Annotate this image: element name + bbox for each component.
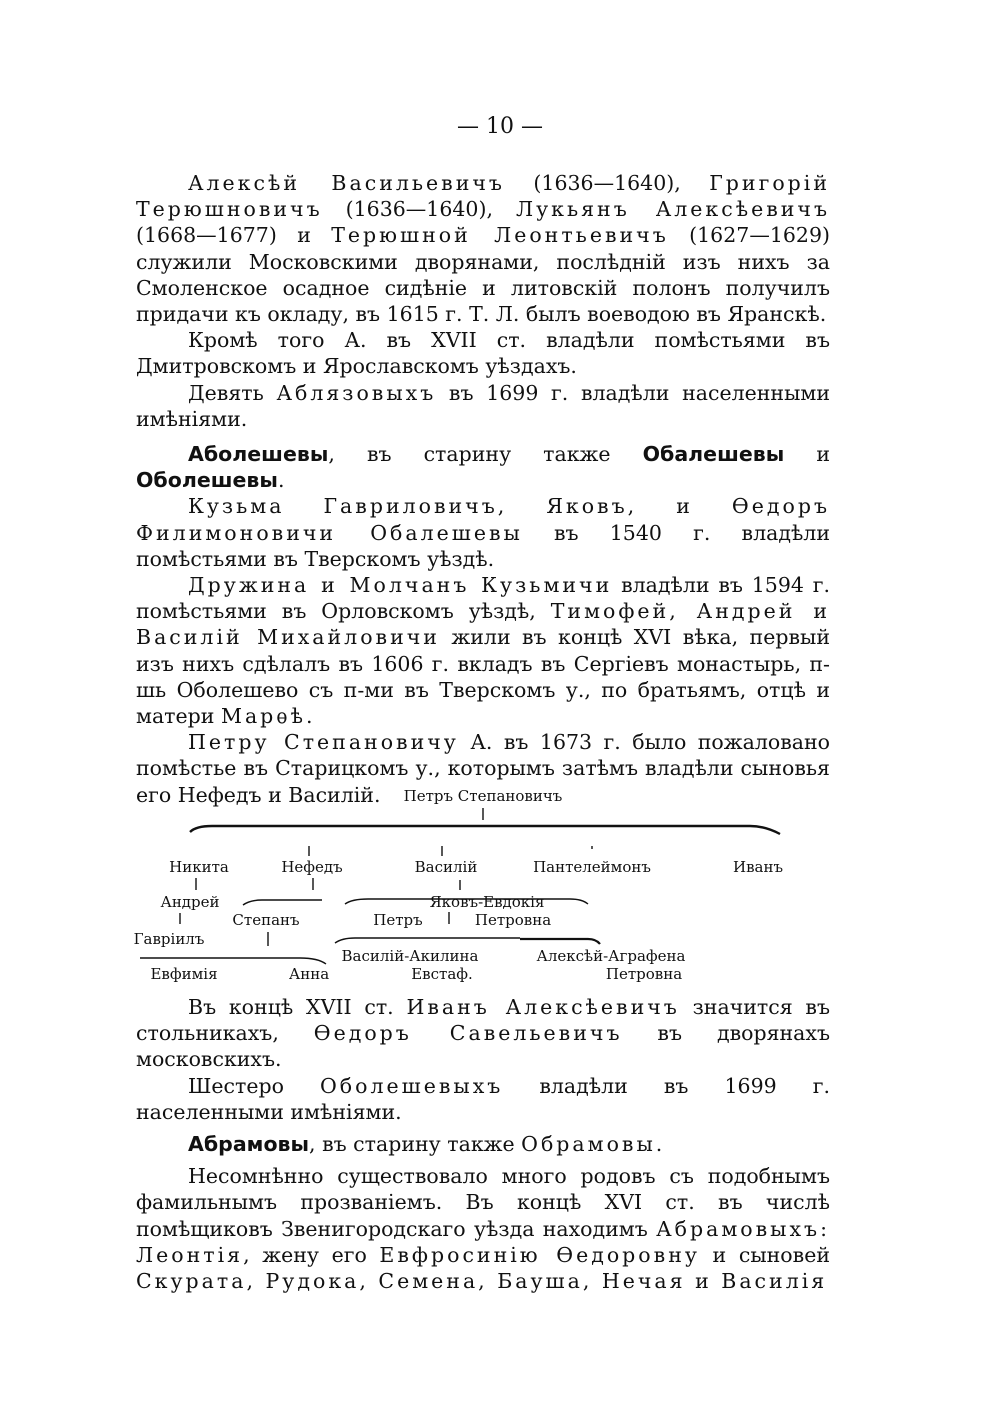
text-run: (1627—1629) служили Московскими дворянами, послѣдній изъ нихъ за Смоленское осадное сидѣніе и литовскій полонъ получилъ придачи къ окладу, въ 1615 г. Т. Л. былъ воеводою въ Яранскѣ. [136, 223, 830, 327]
tree-son-panteleimon: Пантелеймонъ [533, 858, 651, 876]
paragraph [136, 170, 830, 327]
tree-petrovna: Петровна [474, 911, 552, 929]
text-run: Въ концѣ XVII ст. [188, 995, 407, 1019]
bold-name: Оболешевы [136, 468, 278, 493]
tree-aleksei-agrafena: Алексѣй-Аграфена [536, 947, 686, 965]
paragraph: Кромѣ того А. въ XVII ст. владѣли помѣстьями въ Дмитровскомъ и Ярославскомъ уѣздахъ. [136, 328, 830, 379]
spaced-name: Евфросинію Ѳедоровну [379, 1242, 700, 1267]
section-heading [136, 441, 830, 493]
text-run: въ 1699 г. владѣли населенными имѣніями. [136, 380, 830, 431]
text-run: (1668—1677) и [136, 223, 332, 248]
tree-son-nefed: Нефедъ [281, 858, 343, 876]
tree-vasily-akilina: Василій-Акилина [341, 947, 479, 965]
spaced-name: Оболешевыхъ [320, 1073, 504, 1098]
paragraph [136, 493, 830, 572]
text-run: . [305, 704, 313, 729]
spaced-name: Обрамовы [521, 1132, 656, 1157]
tree-connectors [140, 808, 780, 964]
spaced-name: Тимофей, Андрей и Василій Михайловичи [136, 599, 830, 650]
bold-name: Абрамовы [188, 1132, 310, 1157]
text-run: , въ старину также [309, 1132, 522, 1157]
paragraph [136, 572, 830, 729]
tree-yakov-evdokia: Яковъ-Евдокія [429, 893, 545, 911]
text-run: Шестеро [188, 1073, 320, 1098]
text-run: , жену его [243, 1242, 380, 1267]
tree-anna: Анна [288, 965, 330, 983]
text-block-aboleshevy [136, 441, 830, 808]
paragraph [136, 729, 830, 808]
tree-son-ivan: Иванъ [732, 858, 784, 876]
text-run: А. въ 1673 г. было пожаловано помѣстье въ Старицкомъ у., которымъ затѣмъ владѣли сыновья его Нефедъ и Василій. [136, 730, 830, 807]
tree-son-vasily: Василій [414, 858, 478, 876]
section-heading [136, 1131, 830, 1157]
bold-name: Аболешевы [188, 442, 329, 466]
text-run: значится въ стольникахъ, [136, 995, 831, 1046]
page-number: — 10 — [457, 114, 543, 139]
spaced-name: Иванъ Алексѣевичъ [406, 995, 680, 1019]
spaced-name: Григорій Терюшновичъ [136, 171, 831, 222]
text-run: владѣли въ 1594 г. помѣстьями въ Орловскомъ уѣздѣ, [136, 573, 830, 624]
text-run: . [277, 468, 285, 493]
spaced-name: Ѳедоръ Савельевичъ [313, 1021, 623, 1046]
text-run: , въ старину также [328, 442, 643, 466]
tree-evfimia: Евфимія [150, 965, 218, 983]
tree-stepan: Степанъ [232, 911, 300, 929]
spaced-name: Аблязовыхъ [276, 380, 437, 405]
spaced-name: Скурата, Рудока, Семена, Бауша, Нечая и Василія [136, 1269, 828, 1294]
text-run: въ 1540 г. владѣли помѣстьями въ Тверскомъ уѣздѣ. [136, 520, 830, 571]
tree-andrei: Андрей [160, 893, 220, 911]
bold-name: Обалешевы [642, 442, 785, 466]
paragraph [136, 1073, 830, 1125]
spaced-name: Петру Степановичу [188, 730, 459, 755]
tree-gavriil: Гавріилъ [133, 930, 205, 948]
tree-evstaf: Евстаф. [411, 965, 473, 983]
spaced-name: Лукьянъ Алексѣевичъ [515, 197, 830, 222]
text-run: и [784, 442, 830, 466]
text-run: жили въ концѣ XVI вѣка, первый изъ нихъ сдѣлалъ въ 1606 г. вкладъ въ Сергіевъ монастырь, п-шь Оболешево съ п-ми въ Тверскомъ у., по братьямъ, отцѣ и матери [136, 625, 830, 729]
tree-petr: Петръ [373, 911, 423, 929]
spaced-name: Абрамовыхъ: Леонтія [136, 1216, 830, 1267]
spaced-name: Марѳѣ [220, 704, 306, 729]
text-run: Несомнѣнно существовало много родовъ съ подобнымъ фамильнымъ прозваніемъ. Въ концѣ XVI ст. въ числѣ помѣщиковъ Звенигородскаго уѣзда находимъ [136, 1164, 830, 1241]
text-run: въ дворянахъ московскихъ. [136, 1021, 830, 1072]
tree-petrovna-2: Петровна [605, 965, 683, 983]
paragraph [136, 1163, 830, 1294]
tree-son-nikita: Никита [169, 858, 229, 876]
tree-root: Петръ Степановичъ [403, 787, 563, 805]
text-run: (1636—1640), [322, 197, 516, 222]
spaced-name: Дружина и Молчанъ Кузьмичи [188, 573, 613, 598]
text-run: . [655, 1132, 663, 1157]
spaced-name: Алексѣй Васильевичъ [188, 171, 505, 195]
paragraph [136, 994, 830, 1073]
text-block-ablyazovy [136, 170, 830, 432]
text-block-bottom [136, 994, 830, 1294]
text-run: (1636—1640), [504, 171, 710, 195]
text-run: и сыновей [699, 1242, 830, 1267]
text-run: владѣли въ 1699 г. населенными имѣніями. [136, 1073, 830, 1124]
spaced-name: Кузьма Гавриловичъ, Яковъ, и Ѳедоръ Филимоновичи Обалешевы [136, 494, 830, 545]
paragraph [136, 380, 830, 432]
text-run: Девять [188, 380, 277, 405]
spaced-name: Терюшной Леонтьевичъ [331, 223, 669, 248]
